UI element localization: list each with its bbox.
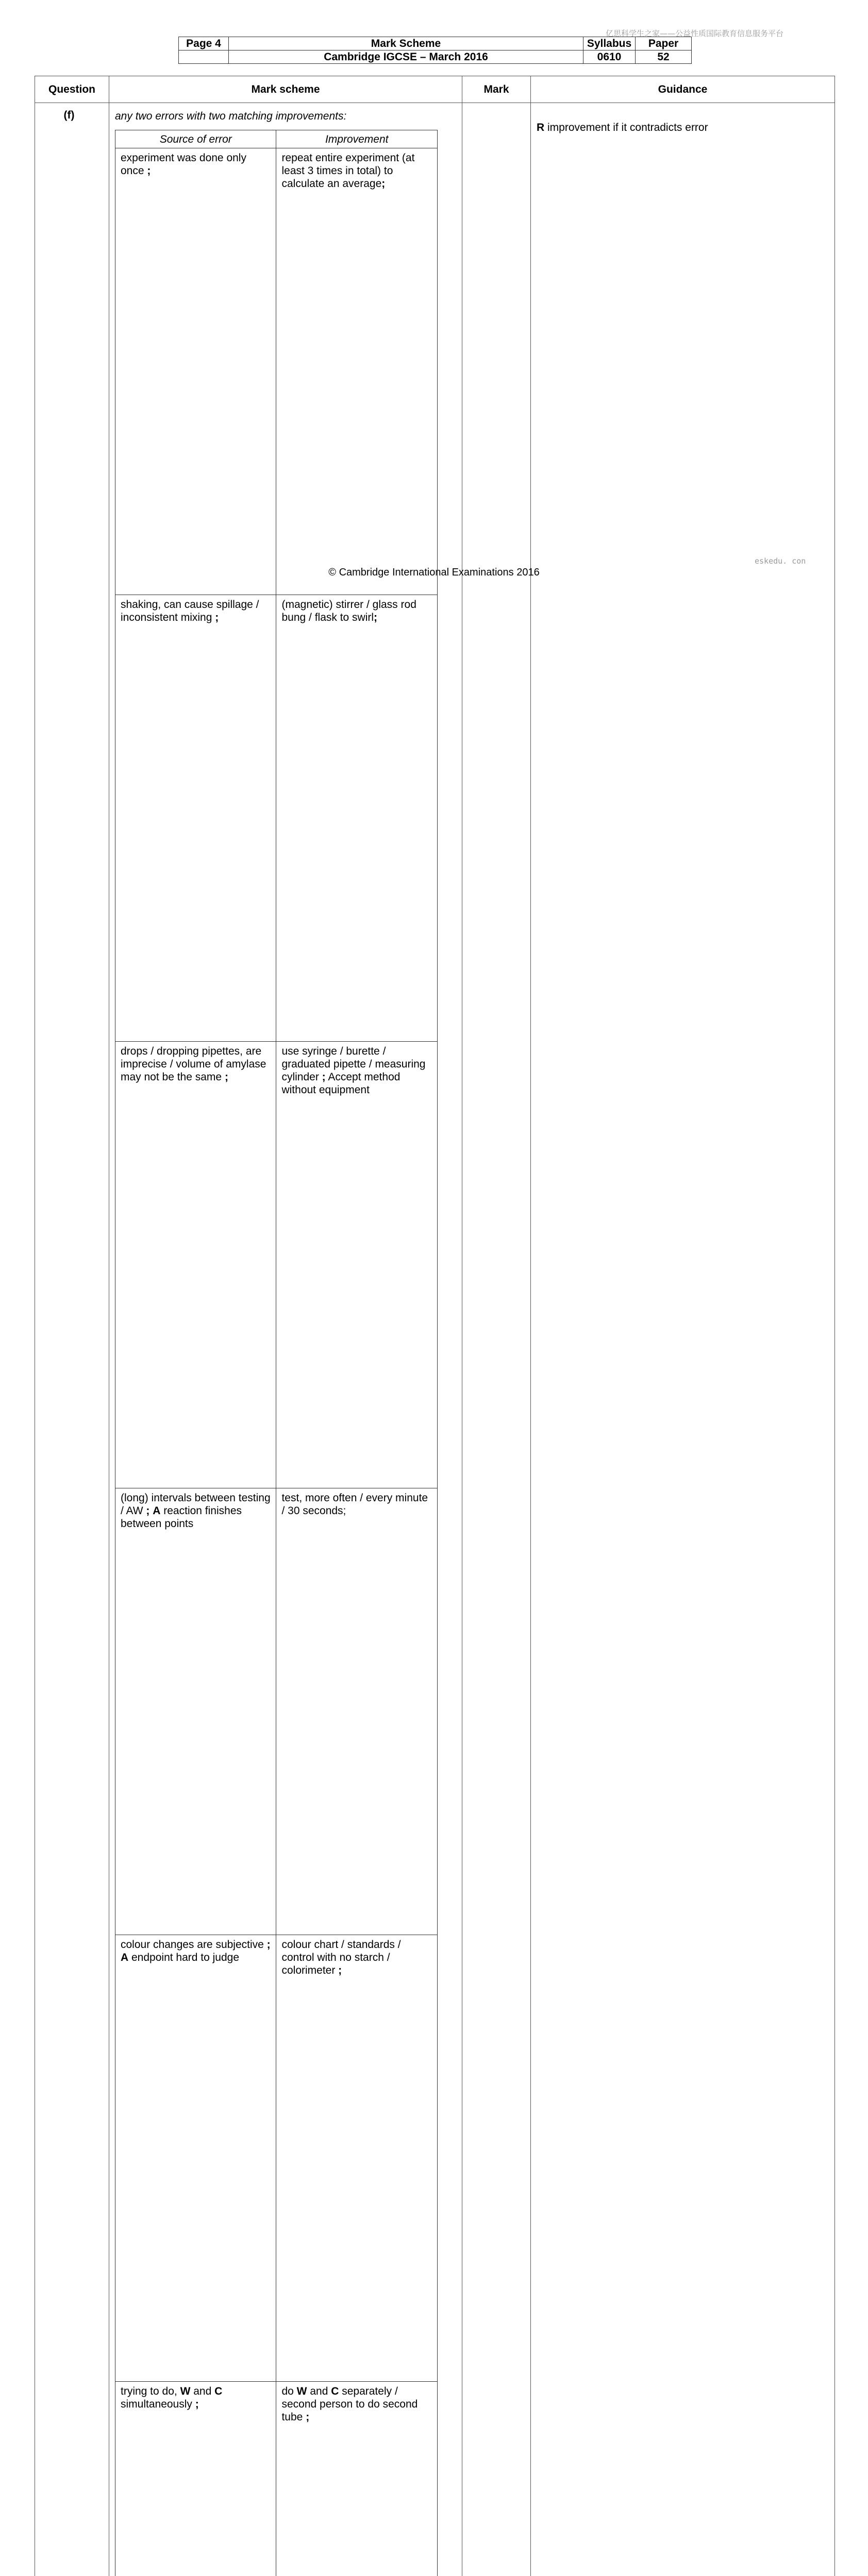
syllabus-label: Syllabus: [583, 37, 636, 50]
mark-scheme-table: [35, 76, 835, 2576]
table-row: [115, 148, 438, 595]
source-cell: colour changes are subjective ; A endpoint hard to judge: [115, 1935, 276, 2382]
table-row: [115, 1488, 438, 1935]
table-row: [115, 2382, 438, 2576]
table-row: [115, 1935, 438, 2382]
source-cell: shaking, can cause spillage / inconsistent mixing ;: [115, 595, 276, 1042]
mark-scheme-column-header: Mark scheme: [109, 76, 462, 103]
improvement-cell: (magnetic) stirrer / glass rod bung / flask to swirl;: [276, 595, 438, 1042]
improvement-cell: use syringe / burette / graduated pipette / measuring cylinder ; Accept method without equipment: [276, 1042, 438, 1488]
mark-column-header: Mark: [462, 76, 531, 103]
page-header-table: [178, 37, 692, 64]
source-cell: (long) intervals between testing / AW ; A reaction finishes between points: [115, 1488, 276, 1935]
page-number: Page 4: [179, 37, 229, 50]
errors-improvements-table: [115, 130, 438, 2576]
question-number: (f): [35, 103, 109, 2576]
copyright-footer: © Cambridge International Examinations 2016: [0, 567, 868, 579]
mark-scheme-cell: [109, 103, 462, 2576]
improvement-cell: colour chart / standards / control with no starch / colorimeter ;: [276, 1935, 438, 2382]
paper-label: Paper: [636, 37, 692, 50]
source-cell: drops / dropping pipettes, are imprecise / volume of amylase may not be the same ;: [115, 1042, 276, 1488]
guidance-cell: [531, 103, 835, 2576]
paper-number: 52: [636, 50, 692, 64]
document-title: Mark Scheme: [229, 37, 583, 50]
mark-scheme-intro: any two errors with two matching improvements:: [115, 110, 457, 123]
source-cell: trying to do, W and C simultaneously ;: [115, 2382, 276, 2576]
page-number-blank: [179, 50, 229, 64]
improvement-cell: repeat entire experiment (at least 3 times in total) to calculate an average;: [276, 148, 438, 595]
table-row: [115, 1042, 438, 1488]
source-of-error-header: Source of error: [115, 130, 276, 148]
table-row: [115, 595, 438, 1042]
exam-title: Cambridge IGCSE – March 2016: [229, 50, 583, 64]
mark-cell: [462, 103, 531, 2576]
watermark-text-bottom: eskedu. con: [755, 556, 806, 566]
guidance-reject-label: R: [537, 122, 544, 133]
watermark-text-top: 亿思科学生之家——公益性质国际教育信息服务平台: [606, 28, 783, 39]
improvement-cell: test, more often / every minute / 30 seconds;: [276, 1488, 438, 1935]
syllabus-code: 0610: [583, 50, 636, 64]
improvement-cell: do W and C separately / second person to do second tube ;: [276, 2382, 438, 2576]
guidance-column-header: Guidance: [531, 76, 835, 103]
source-cell: experiment was done only once ;: [115, 148, 276, 595]
guidance-text: improvement if it contradicts error: [544, 122, 708, 133]
question-column-header: Question: [35, 76, 109, 103]
improvement-header: Improvement: [276, 130, 438, 148]
